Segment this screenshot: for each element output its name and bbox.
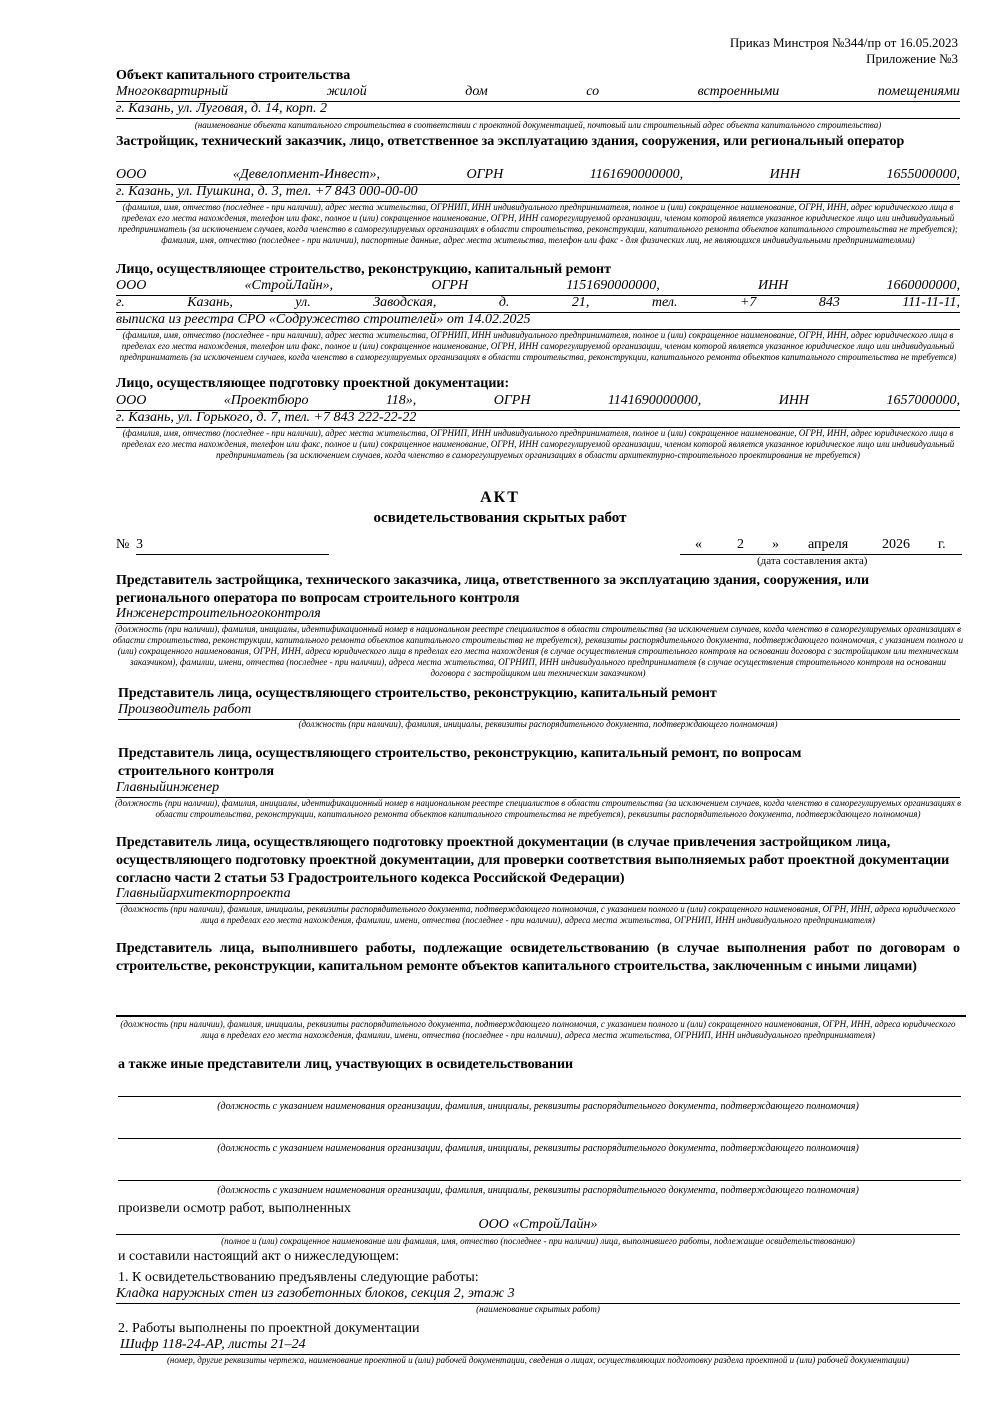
word: со	[586, 84, 600, 99]
rep-builder-control-heading: Представитель лица, осуществляющего строительство, реконструкцию, капитальный ремонт, по вопросам строительного контроля	[118, 746, 802, 779]
word: жилой	[326, 84, 367, 99]
word: тел.	[651, 295, 678, 310]
word: 21,	[571, 295, 590, 310]
act-title: АКТ	[480, 489, 520, 506]
order-header	[730, 35, 958, 67]
date-quote-open: «	[695, 537, 702, 552]
word: Заводская,	[373, 295, 437, 310]
word: «Проектбюро	[223, 393, 309, 408]
rep-performer-heading: Представитель лица, выполнившего работы, подлежащие освидетельствованию (в случае выполнения работ по договорам о строительстве, реконструкции, капитальном ремонте объектов капитального строительства, заключенным с иными лицами)	[116, 941, 960, 974]
word: 1655000000,	[886, 167, 960, 182]
others-note-2: (должность с указанием наименования организации, фамилия, инициалы, реквизиты распорядительного документа, подтверждающего полномочия)	[217, 1143, 859, 1154]
object-line-1	[116, 84, 960, 102]
word: ОГРН	[431, 278, 469, 293]
date-quote-close: »	[772, 537, 779, 552]
rep-builder-value: Производитель работ	[118, 702, 960, 720]
builder-line-2	[116, 295, 960, 313]
rep-builder-control-value: Главныйинженер	[116, 780, 960, 798]
word: «Девелопмент-Инвест»,	[232, 167, 381, 182]
item-2-text: 2. Работы выполнены по проектной документации	[118, 1321, 420, 1336]
rep-designer-note: (должность (при наличии), фамилия, инициалы, реквизиты распорядительного документа, подтверждающего полномочия, с указанием полного и (или) сокращенного наименования, ОГРН, ИНН, адреса юридического лица в пределах его места нахождения, фамилии, имени, отчества (последнее - при наличии), адреса места жительства, ОГРНИП, ИНН индивидуального предпринимателя)	[120, 904, 956, 925]
inspection-performer: ООО «СтройЛайн»	[116, 1217, 960, 1235]
act-subtitle: освидетельствования скрытых работ	[373, 510, 627, 526]
builder-line-1	[116, 278, 960, 296]
word: помещениями	[877, 84, 960, 99]
word: Казань,	[187, 295, 233, 310]
act-number-sign: №	[116, 537, 130, 552]
rep-performer-blank-line	[116, 1014, 966, 1017]
rep-designer-heading: Представитель лица, осуществляющего подготовку проектной документации (в случае привлечения застройщиком лица, осуществляющего подготовку проектной документации, для проверки соответствия выполняемых работ проектной документации согласно части 2 статьи 53 Градостроительного кодекса Российской Федерации)	[116, 835, 950, 886]
designer-note: (фамилия, имя, отчество (последнее - при наличии), адрес места жительства, ОГРНИП, ИНН индивидуального предпринимателя, полное и (или) сокращенное наименование, ОГРН, ИНН, адрес юридического лица в пределах его места нахождения, телефон или факс, полное и (или) сокращенное наименование, ОГРН, ИНН саморегулируемой организации, членом которой является указанное юридическое лицо или индивидуальный предприниматель (за исключением случаев, когда членство в саморегулируемых организациях в области архитектурно-строительного проектирования не требуется)	[121, 428, 955, 460]
item-1-note: (наименование скрытых работ)	[476, 1304, 600, 1314]
designer-line-1	[116, 393, 960, 411]
word: 111-11-11,	[902, 295, 960, 310]
designer-heading: Лицо, осуществляющее подготовку проектной документации:	[116, 376, 510, 391]
word: ОГРН	[466, 167, 504, 182]
word: ИНН	[757, 278, 789, 293]
builder-note: (фамилия, имя, отчество (последнее - при наличии), адрес места жительства, ОГРНИП, ИНН индивидуального предпринимателя, полное и (или) сокращенное наименование, ОГРН, ИНН, адрес юридического лица в пределах его места нахождения, телефон или факс, полное и (или) сокращенное наименование, ОГРН, ИНН саморегулируемой организации, членом которой является указанное юридическое лицо или индивидуальный предприниматель (за исключением случаев, когда членство в саморегулируемых организациях в области строительства, реконструкции, капитального ремонта объектов капитального строительства не требуется)	[119, 330, 957, 362]
developer-heading: Застройщик, технический заказчик, лицо, ответственное за эксплуатацию здания, сооружения, или региональный оператор	[116, 134, 905, 149]
rep-control-note: (должность (при наличии), фамилия, инициалы, идентификационный номер в национальном реестре специалистов в области строительства (за исключением случаев, когда членство в саморегулируемых организациях в области строительства, реконструкции, капитального ремонта объектов капитального строительства не требуется), реквизиты распорядительного документа, подтверждающего полномочия, с указанием полного и (или) сокращенного наименования, ОГРН, ИНН, адреса юридического лица в пределах его места нахождения (в случае осуществления строительного контроля на основании договора с застройщиком или техническим заказчиком), фамилии, имени, отчества (последнее - при наличии), адреса места жительства, ОГРНИП, ИНН индивидуального предпринимателя (в случае осуществления строительного контроля на основании договора с застройщиком или техническим заказчиком)	[112, 624, 964, 678]
word: г.	[116, 295, 125, 310]
inspection-text: произвели осмотр работ, выполненных	[118, 1201, 351, 1216]
date-year: 2026	[882, 537, 910, 552]
item-1-value: Кладка наружных стен из газобетонных блоков, секция 2, этаж 3	[116, 1286, 960, 1304]
rep-builder-note: (должность (при наличии), фамилия, инициалы, реквизиты распорядительного документа, подтверждающего полномочия)	[298, 719, 778, 729]
word: 1151690000000,	[566, 278, 660, 293]
word: 1161690000000,	[589, 167, 684, 182]
word: +7	[739, 295, 757, 310]
word: дом	[465, 84, 488, 99]
word: ИНН	[778, 393, 810, 408]
date-year-suffix: г.	[938, 537, 946, 552]
others-note-1: (должность с указанием наименования организации, фамилия, инициалы, реквизиты распорядительного документа, подтверждающего полномочия)	[217, 1101, 859, 1112]
designer-address: г. Казань, ул. Горького, д. 7, тел. +7 843 222-22-22	[116, 410, 960, 428]
rep-control-value: Инженерстроительногоконтроля	[116, 606, 960, 624]
date-note: (дата составления акта)	[757, 555, 868, 567]
word: 1141690000000,	[607, 393, 702, 408]
word: ИНН	[769, 167, 800, 182]
rep-designer-value: Главныйархитекторпроекта	[116, 886, 960, 904]
rep-builder-control-note: (должность (при наличии), фамилия, инициалы, идентификационный номер в национальном реестре специалистов в области строительства (за исключением случаев, когда членство в саморегулируемых организациях в области строительства, реконструкции, капитального ремонта объектов капитального строительства не требуется), реквизиты распорядительного документа, подтверждающего полномочия)	[114, 798, 962, 819]
rep-performer-note: (должность (при наличии), фамилия, инициалы, реквизиты распорядительного документа, подтверждающего полномочия, с указанием полного и (или) сокращенного наименования, ОГРН, ИНН, адреса юридического лица в пределах его места нахождения, фамилии, имени, отчества (последнее - при наличии), адреса места жительства, ОГРНИП, ИНН индивидуального предпринимателя)	[120, 1019, 956, 1040]
appendix-label: Приложение №3	[866, 51, 958, 66]
others-note-3: (должность с указанием наименования организации, фамилия, инициалы, реквизиты распорядительного документа, подтверждающего полномочия)	[217, 1185, 859, 1196]
word: д.	[498, 295, 510, 310]
word: ООО	[116, 393, 147, 408]
date-month: апреля	[808, 537, 849, 552]
others-heading: а также иные представители лиц, участвующих в освидетельствовании	[118, 1057, 574, 1072]
word: 843	[818, 295, 840, 310]
word: встроенными	[697, 84, 780, 99]
date-day: 2	[737, 537, 744, 552]
inspection-note: (полное и (или) сокращенное наименование или фамилия, имя, отчество (последнее - при наличии) лица, выполнившего работы, подлежащие освидетельствованию)	[221, 1236, 855, 1246]
word: 118»,	[385, 393, 417, 408]
builder-sro: выписка из реестра СРО «Содружество строителей» от 14.02.2025	[116, 312, 960, 330]
rep-builder-heading: Представитель лица, осуществляющего строительство, реконструкцию, капитальный ремонт	[118, 686, 717, 701]
developer-note: (фамилия, имя, отчество (последнее - при наличии), адрес места жительства, ОГРНИП, ИНН индивидуального предпринимателя, полное и (или) сокращенное наименование, ОГРН, ИНН, адрес юридического лица в пределах его места нахождения, телефон или факс, полное и (или) сокращенное наименование, ОГРН, ИНН саморегулируемой организации, членом которой является указанное юридическое лицо или индивидуальный предприниматель (за исключением случаев, когда членство в саморегулируемых организациях в области строительства, реконструкции, капитального ремонта объектов капитального строительства не требуется); фамилия, имя, отчество (последнее - при наличии), паспортные данные, адрес места жительства, телефон или факс - для физических лиц, не являющихся индивидуальными предпринимателями)	[118, 202, 958, 245]
object-note: (наименование объекта капитального строительства в соответствии с проектной документацией, почтовый или строительный адрес объекта капитального строительства)	[194, 120, 882, 130]
item-2-value: Шифр 118-24-АР, листы 21–24	[120, 1337, 960, 1355]
builder-heading: Лицо, осуществляющее строительство, реконструкцию, капитальный ремонт	[116, 262, 611, 277]
act-date	[680, 537, 962, 555]
act-number: 3	[136, 537, 329, 555]
order-reference: Приказ Минстроя №344/пр от 16.05.2023	[729, 35, 958, 50]
item-1-text: 1. К освидетельствованию предъявлены следующие работы:	[118, 1270, 479, 1285]
others-blank-line-1	[118, 1095, 961, 1097]
object-heading: Объект капитального строительства	[116, 68, 351, 83]
word: Многоквартирный	[116, 84, 228, 99]
word: «СтройЛайн»,	[244, 278, 334, 293]
word: 1657000000,	[886, 393, 960, 408]
others-blank-line-2	[118, 1137, 961, 1139]
word: ул.	[295, 295, 311, 310]
composed-text: и составили настоящий акт о нижеследующем:	[118, 1249, 400, 1264]
rep-control-heading: Представитель застройщика, технического заказчика, лица, ответственного за эксплуатацию здания, сооружения, или регионального оператора по вопросам строительного контроля	[116, 573, 870, 606]
developer-line-1	[116, 167, 960, 185]
word: 1660000000,	[886, 278, 960, 293]
others-blank-line-3	[118, 1179, 961, 1181]
word: ООО	[116, 278, 147, 293]
word: ОГРН	[493, 393, 531, 408]
object-address: г. Казань, ул. Луговая, д. 14, корп. 2	[116, 101, 960, 119]
item-2-note: (номер, другие реквизиты чертежа, наименование проектной и (или) рабочей документации, сведения о лицах, осуществляющих подготовку раздела проектной и (или) рабочей документации)	[166, 1355, 910, 1365]
developer-address: г. Казань, ул. Пушкина, д. 3, тел. +7 843 000-00-00	[116, 184, 960, 202]
word: ООО	[116, 167, 147, 182]
